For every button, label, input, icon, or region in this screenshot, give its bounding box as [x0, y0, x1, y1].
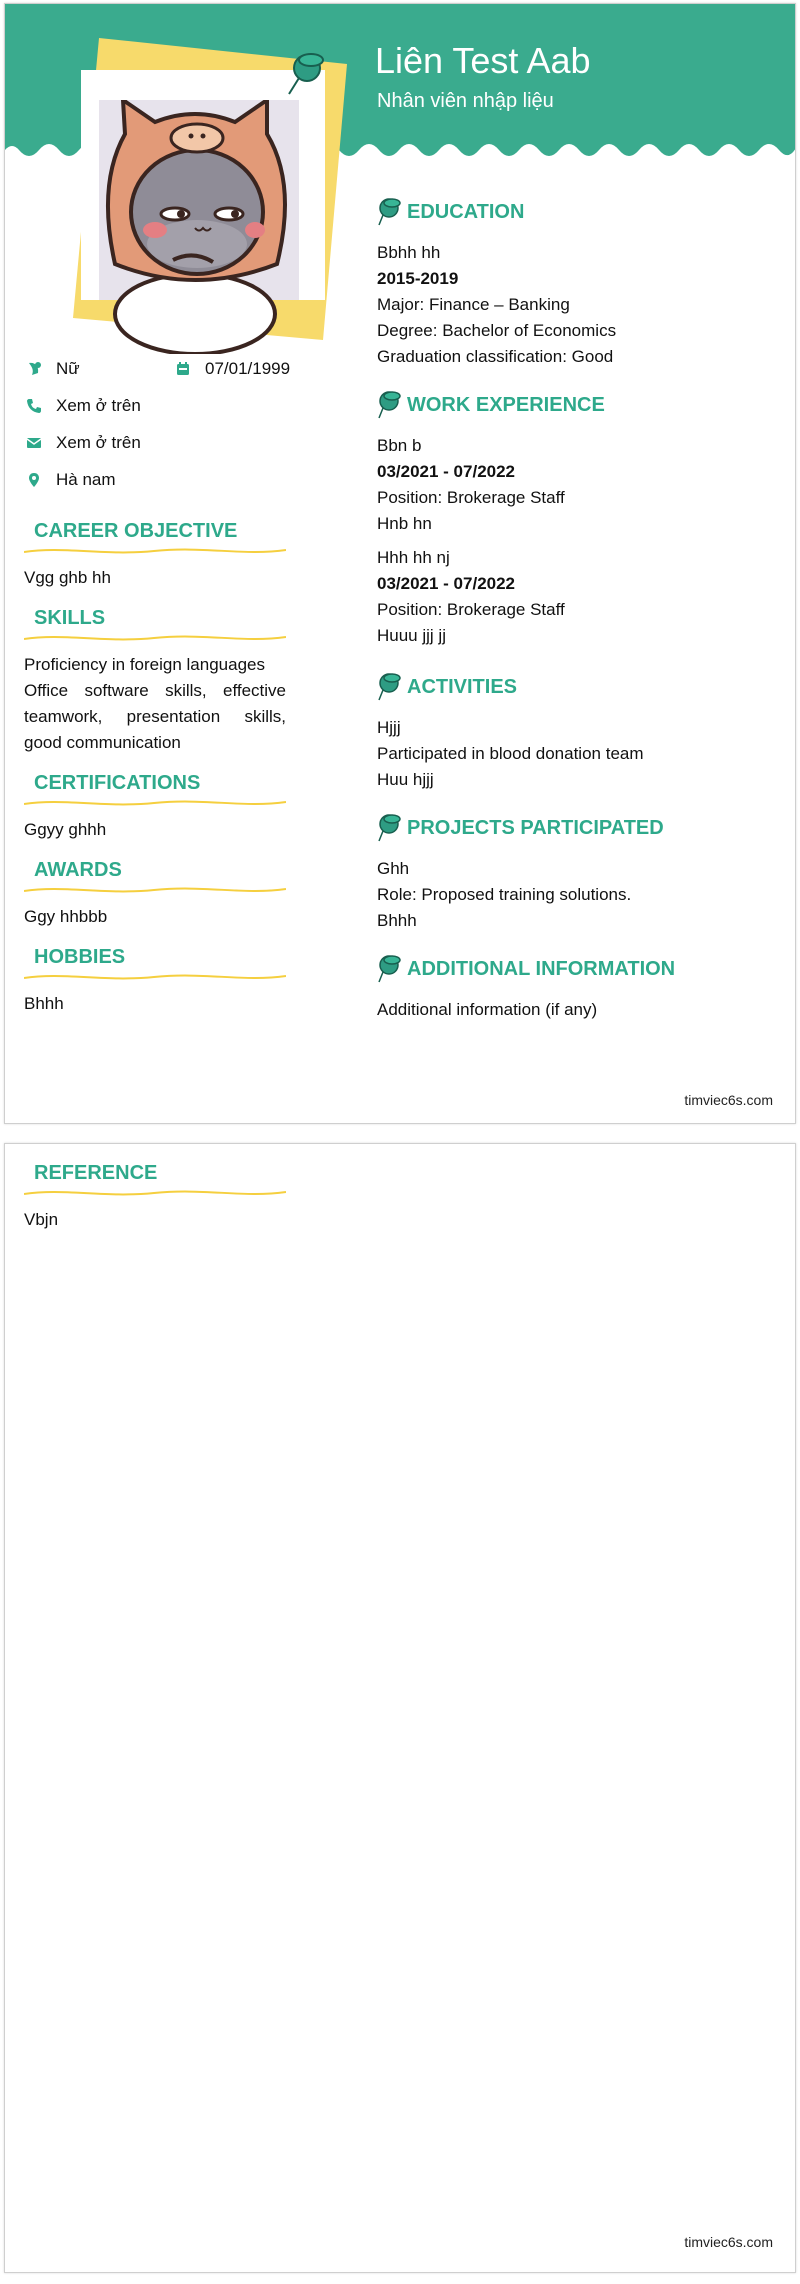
section-awards: [24, 856, 286, 930]
cv-page-2: [4, 1143, 796, 2273]
work-description: Huuu jjj jj: [377, 626, 446, 645]
activity-item: Hjjj: [377, 718, 401, 737]
section-title: ADDITIONAL INFORMATION: [407, 957, 676, 980]
section-title: PROJECTS PARTICIPATED: [407, 816, 664, 839]
contact-phone[interactable]: [26, 396, 141, 416]
skill-item: Proficiency in foreign languages: [24, 655, 265, 674]
location-icon: [26, 472, 42, 488]
contact-gender: [26, 359, 80, 379]
work-entry: [377, 433, 777, 537]
certifications-text: Ggyy ghhh: [24, 820, 107, 839]
section-career-objective: [24, 517, 286, 591]
avatar[interactable]: [45, 34, 365, 354]
education-classification: Graduation classification: Good: [377, 347, 614, 366]
section-title: SKILLS: [34, 607, 106, 629]
email-icon: [26, 435, 42, 451]
gender-icon: [26, 361, 42, 377]
project-item: Bhhh: [377, 911, 417, 930]
education-degree: Degree: Bachelor of Economics: [377, 321, 617, 340]
wavy-underline: [24, 971, 286, 983]
hobbies-text: Bhhh: [24, 994, 64, 1013]
career-objective-text: Vgg ghb hh: [24, 568, 111, 587]
contact-email[interactable]: [26, 433, 141, 453]
awards-text: Ggy hhbbb: [24, 907, 108, 926]
calendar-icon: [175, 361, 191, 377]
work-entry: [377, 545, 777, 649]
education-period: 2015-2019: [377, 269, 459, 288]
wavy-underline: [24, 884, 286, 896]
work-period: 03/2021 - 07/2022: [377, 574, 516, 593]
wavy-underline: [24, 632, 286, 644]
cv-page-1: [4, 3, 796, 1124]
pushpin-icon: [377, 672, 403, 702]
education-school: Bbhh hh: [377, 243, 441, 262]
wavy-underline: [24, 1187, 286, 1199]
wavy-underline: [24, 797, 286, 809]
section-title: ACTIVITIES: [407, 675, 518, 698]
contact-address: [26, 470, 116, 490]
section-work-experience: [377, 389, 777, 649]
reference-text: Vbjn: [24, 1210, 59, 1229]
section-reference: [24, 1159, 286, 1233]
education-major: Major: Finance – Banking: [377, 295, 570, 314]
section-skills: [24, 604, 286, 756]
activity-item: Huu hjjj: [377, 770, 434, 789]
address-value: Hà nam: [56, 470, 116, 489]
pushpin-icon: [377, 197, 403, 227]
project-item: Ghh: [377, 859, 410, 878]
candidate-job-title: Nhân viên nhập liệu: [377, 90, 554, 112]
section-title: HOBBIES: [34, 946, 126, 968]
activity-item: Participated in blood donation team: [377, 744, 644, 763]
work-position: Position: Brokerage Staff: [377, 488, 565, 507]
work-company: Hhh hh nj: [377, 548, 450, 567]
section-additional-info: [377, 953, 777, 1023]
pushpin-icon: [377, 954, 403, 984]
section-title: WORK EXPERIENCE: [407, 393, 605, 416]
email-value: Xem ở trên: [56, 433, 141, 452]
additional-info-text: Additional information (if any): [377, 1000, 598, 1019]
gender-value: Nữ: [56, 359, 80, 378]
section-hobbies: [24, 943, 286, 1017]
wavy-underline: [24, 545, 286, 557]
work-position: Position: Brokerage Staff: [377, 600, 565, 619]
footer-site: timviec6s.com: [684, 1092, 773, 1108]
phone-value: Xem ở trên: [56, 396, 141, 415]
contact-birthday: [175, 359, 290, 379]
footer-site: timviec6s.com: [684, 2234, 773, 2250]
work-period: 03/2021 - 07/2022: [377, 462, 516, 481]
work-company: Bbn b: [377, 436, 422, 455]
section-title: AWARDS: [34, 859, 122, 881]
section-activities: [377, 671, 777, 793]
birthday-value: 07/01/1999: [205, 359, 291, 378]
work-description: Hnb hn: [377, 514, 432, 533]
pushpin-icon: [377, 390, 403, 420]
phone-icon: [26, 398, 42, 414]
section-projects: [377, 812, 777, 934]
section-education: [377, 196, 777, 370]
skill-item: Office software skills, effective teamwork, presentation skills, good communication: [24, 681, 286, 752]
section-title: REFERENCE: [34, 1162, 158, 1184]
candidate-name: Liên Test Aab: [375, 40, 591, 81]
section-title: CAREER OBJECTIVE: [34, 520, 238, 542]
project-item: Role: Proposed training solutions.: [377, 885, 632, 904]
section-title: CERTIFICATIONS: [34, 772, 201, 794]
avatar-illustration: [45, 34, 365, 354]
skills-list: [24, 652, 286, 756]
section-title: EDUCATION: [407, 200, 525, 223]
pushpin-icon: [377, 813, 403, 843]
section-certifications: [24, 769, 286, 843]
